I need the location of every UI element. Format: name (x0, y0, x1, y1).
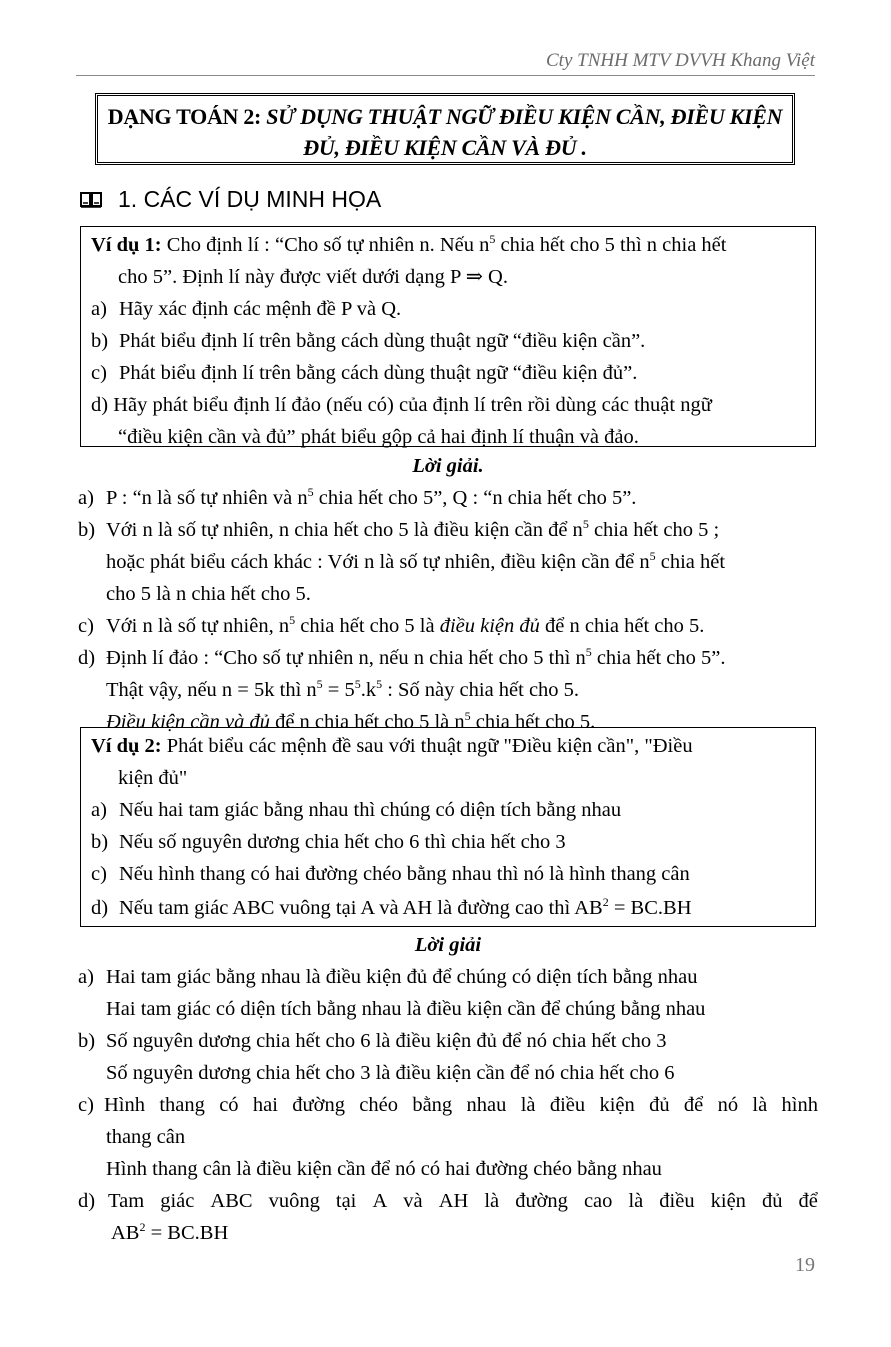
word: AH (438, 1190, 469, 1212)
word: để (683, 1094, 704, 1116)
word: vuông (268, 1190, 320, 1212)
solution-2-b-cont: Số nguyên dương chia hết cho 3 là điều kiện cần để nó chia hết cho 6 (106, 1062, 675, 1084)
word: chéo (359, 1094, 398, 1116)
superscript: 5 (582, 517, 589, 532)
solution-1 (78, 450, 818, 738)
word: có (219, 1094, 239, 1116)
item-label: c) (91, 863, 107, 885)
superscript: 2 (139, 1220, 146, 1235)
example-2-item-a (91, 794, 805, 826)
example-1-text: Cho định lí : “Cho số tự nhiên n. Nếu n (161, 234, 490, 256)
book-icon (80, 191, 102, 208)
title-line-1 (98, 101, 792, 132)
item-text: Phát biểu định lí trên bằng cách dùng thuật ngữ “điều kiện đủ”. (119, 362, 638, 384)
example-2-text: Phát biểu các mệnh đề sau với thuật ngữ "Điều kiện cần", "Điều (161, 735, 693, 757)
superscript: 5 (464, 709, 471, 724)
word: nó (717, 1094, 739, 1116)
example-2-box (80, 727, 816, 927)
solution-2-c-cont: thang cân (106, 1126, 186, 1148)
solution-2-a-cont: Hai tam giác có diện tích bằng nhau là điều kiện cần để chúng bằng nhau (106, 998, 706, 1020)
superscript: 5 (649, 549, 656, 564)
solution-1-d-cont (78, 674, 818, 706)
item-text: chia hết cho 5 ; (588, 519, 720, 541)
item-label: a) (78, 966, 94, 988)
title-italic-1: SỬ DỤNG THUẬT NGỮ ĐIỀU KIỆN CẦN, ĐIỀU KIỆN (266, 104, 783, 129)
example-2-item-d (91, 890, 805, 926)
item-text: chia hết cho 5”. (591, 647, 726, 669)
solution-2-a (78, 961, 818, 993)
item-text: Hai tam giác bằng nhau là điều kiện đủ để chúng có diện tích bằng nhau (106, 966, 698, 988)
item-text: = BC.BH (145, 1222, 229, 1244)
word: điều (549, 1094, 586, 1116)
title-line-2 (98, 132, 792, 163)
solution-1-heading: Lời giải. (412, 455, 484, 477)
word: là (628, 1190, 644, 1212)
justified-line (108, 1185, 818, 1217)
item-text: Nếu tam giác ABC vuông tại A và AH là đường cao thì AB (119, 897, 603, 919)
word: hình (781, 1094, 818, 1116)
word: đủ (761, 1190, 783, 1212)
item-text: = 5 (322, 679, 355, 701)
example-1-item-a (91, 293, 805, 325)
word: ABC (210, 1190, 253, 1212)
word: tại (335, 1190, 357, 1212)
solution-1-a (78, 482, 818, 514)
word: đủ (649, 1094, 670, 1116)
item-label: d) (91, 897, 109, 919)
item-text: AB (111, 1222, 140, 1244)
italic-term: Điều kiện cần và đủ (106, 711, 270, 733)
item-label: c) (91, 362, 107, 384)
item-text: chia hết cho 5. (470, 711, 596, 733)
item-text: Phát biểu định lí trên bằng cách dùng thuật ngữ “điều kiện cần”. (119, 330, 646, 352)
example-2-item-c (91, 858, 805, 890)
section-title: 1. CÁC VÍ DỤ MINH HỌA (118, 186, 382, 212)
item-text: chia hết (655, 551, 726, 573)
item-text: Nếu hình thang có hai đường chéo bằng nhau thì nó là hình thang cân (119, 863, 690, 885)
example-1-label: Ví dụ 1: (91, 234, 162, 256)
item-text: = BC.BH (608, 897, 692, 919)
example-1-item-c (91, 357, 805, 389)
item-text: Thật vậy, nếu n = 5k thì n (106, 679, 317, 701)
word: Tam (108, 1190, 145, 1212)
item-text: Định lí đảo : “Cho số tự nhiên n, nếu n chia hết cho 5 thì n (106, 647, 586, 669)
word: và (403, 1190, 423, 1212)
solution-2-heading: Lời giải (414, 934, 482, 956)
item-label: b) (91, 330, 109, 352)
solution-2-d (78, 1185, 818, 1217)
item-text: Hãy xác định các mệnh đề P và Q. (119, 298, 402, 320)
solution-2-b (78, 1025, 818, 1057)
item-label: d) (91, 394, 109, 416)
word: thang (159, 1094, 205, 1116)
superscript: 5 (354, 677, 361, 692)
example-1-item-d (91, 389, 805, 421)
item-label: c) (78, 615, 94, 637)
example-2-label: Ví dụ 2: (91, 735, 162, 757)
item-label: a) (91, 799, 107, 821)
solution-2-c (78, 1089, 818, 1121)
solution-1-c (78, 610, 818, 642)
item-text: để n chia hết cho 5. (539, 615, 705, 637)
item-text: Với n là số tự nhiên, n chia hết cho 5 là điều kiện cần để n (106, 519, 583, 541)
item-label: d) (78, 1190, 96, 1212)
word: là (752, 1094, 768, 1116)
word: bằng (412, 1094, 453, 1116)
superscript: 5 (376, 677, 383, 692)
example-2-line-1 (91, 730, 805, 762)
solution-1-d (78, 642, 818, 674)
example-2-item-b (91, 826, 805, 858)
page-number: 19 (795, 1254, 815, 1276)
superscript: 5 (585, 645, 592, 660)
section-heading (80, 186, 381, 213)
item-text: Nếu hai tam giác bằng nhau thì chúng có diện tích bằng nhau (119, 799, 622, 821)
word: cao (583, 1190, 613, 1212)
word: kiện (710, 1190, 746, 1212)
item-text: chia hết cho 5 là (295, 615, 440, 637)
solution-1-b-cont (78, 546, 818, 578)
example-1-box (80, 226, 816, 447)
solution-2 (78, 929, 818, 1249)
title-italic-2: ĐỦ, ĐIỀU KIỆN CẦN VÀ ĐỦ . (303, 135, 587, 160)
item-text: để n chia hết cho 5 là n (269, 711, 465, 733)
italic-term: điều kiện đủ (439, 615, 540, 637)
example-1-text: chia hết cho 5 thì n chia hết (495, 234, 727, 256)
item-label: c) (78, 1094, 94, 1116)
word: điều (659, 1190, 695, 1212)
superscript: 2 (602, 895, 609, 910)
word: đường (515, 1190, 568, 1212)
item-label: b) (91, 831, 109, 853)
title-prefix: DẠNG TOÁN 2: (107, 104, 267, 129)
word: là (520, 1094, 536, 1116)
item-text: Nếu số nguyên dương chia hết cho 6 thì chia hết cho 3 (119, 831, 566, 853)
solution-1-b (78, 514, 818, 546)
item-label: a) (91, 298, 107, 320)
word: để (798, 1190, 818, 1212)
word: hai (252, 1094, 278, 1116)
item-label: b) (78, 519, 96, 541)
item-text: hoặc phát biểu cách khác : Với n là số tự nhiên, điều kiện cần để n (106, 551, 650, 573)
word: A (372, 1190, 388, 1212)
item-label: a) (78, 487, 94, 509)
example-1-item-d-cont: “điều kiện cần và đủ” phát biểu gộp cả hai định lí thuận và đảo. (118, 426, 639, 448)
example-2-line-2: kiện đủ" (118, 767, 188, 789)
item-label: b) (78, 1030, 96, 1052)
example-1-item-b (91, 325, 805, 357)
word: giác (160, 1190, 195, 1212)
word: Hình (104, 1094, 145, 1116)
example-1-line-2: cho 5”. Định lí này được viết dưới dạng P ⇒ Q. (118, 266, 508, 288)
header-divider (76, 75, 815, 76)
word: kiện (599, 1094, 635, 1116)
superscript: 5 (289, 613, 296, 628)
item-label: d) (78, 647, 96, 669)
word: đường (292, 1094, 345, 1116)
example-1-line-1 (91, 229, 805, 261)
item-text: Số nguyên dương chia hết cho 6 là điều kiện đủ để nó chia hết cho 3 (106, 1030, 667, 1052)
item-text: .k (360, 679, 377, 701)
title-box (95, 93, 795, 165)
item-text: P : “n là số tự nhiên và n (106, 487, 308, 509)
item-text: : Số này chia hết cho 5. (382, 679, 580, 701)
item-text: chia hết cho 5”, Q : “n chia hết cho 5”. (313, 487, 637, 509)
solution-1-b-cont-2: cho 5 là n chia hết cho 5. (106, 583, 311, 605)
superscript: 5 (489, 232, 496, 247)
header-publisher: Cty TNHH MTV DVVH Khang Việt (546, 50, 815, 71)
word: nhau (466, 1094, 507, 1116)
word: là (484, 1190, 500, 1212)
item-text: Hãy phát biểu định lí đảo (nếu có) của định lí trên rồi dùng các thuật ngữ (113, 394, 712, 416)
solution-2-d-cont (78, 1217, 818, 1249)
superscript: 5 (316, 677, 323, 692)
superscript: 5 (307, 485, 314, 500)
item-text: Với n là số tự nhiên, n (106, 615, 290, 637)
solution-2-c-cont-2: Hình thang cân là điều kiện cần để nó có hai đường chéo bằng nhau (106, 1158, 662, 1180)
justified-line (104, 1089, 818, 1121)
